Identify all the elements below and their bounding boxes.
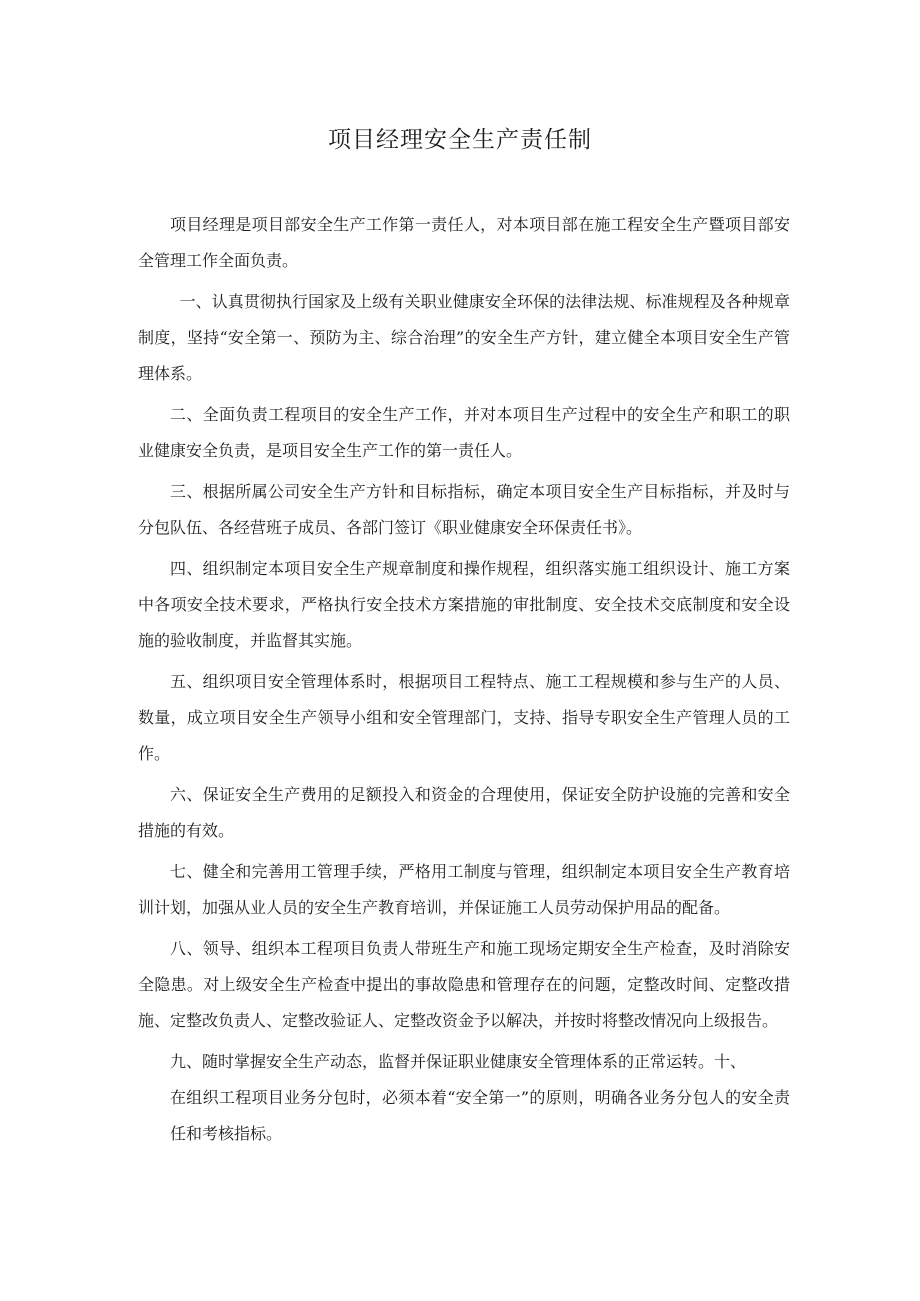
clause-2: 二、全面负责工程项目的安全生产工作，并对本项目生产过程中的安全生产和职工的职业健康安全负责，是项目安全生产工作的第一责任人。: [138, 405, 790, 460]
clause-9: [138, 1044, 790, 1152]
clause-1: 一、认真贯彻执行国家及上级有关职业健康安全环保的法律法规、标准规程及各种规章制度，坚持“安全第一、预防为主、综合治理”的安全生产方针，建立健全本项目安全生产管理体系。: [138, 292, 790, 383]
clause-4: 四、组织制定本项目安全生产规章制度和操作规程，组织落实施工组织设计、施工方案中各项安全技术要求，严格执行安全技术方案措施的审批制度、安全技术交底制度和安全设施的验收制度，并监督其实施。: [138, 559, 790, 650]
page-title: 项目经理安全生产责任制: [328, 127, 592, 153]
clause-7: 七、健全和完善用工管理手续，严格用工制度与管理，组织制定本项目安全生产教育培训计划，加强从业人员的安全生产教育培训，并保证施工人员劳动保护用品的配备。: [138, 862, 790, 917]
clause-10-text: 在组织工程项目业务分包时，必须本着“安全第一”的原则，明确各业务分包人的安全责任和考核指标。: [170, 1088, 790, 1143]
intro-paragraph: 项目经理是项目部安全生产工作第一责任人，对本项目部在施工程安全生产暨项目部安全管理工作全面负责。: [138, 215, 790, 270]
clause-5: 五、组织项目安全管理体系时，根据项目工程特点、施工工程规模和参与生产的人员、数量，成立项目安全生产领导小组和安全管理部门，支持、指导专职安全生产管理人员的工作。: [138, 672, 790, 763]
clause-9-text: 九、随时掌握安全生产动态，监督并保证职业健康安全管理体系的正常运转。十、: [170, 1052, 747, 1071]
clause-6: 六、保证安全生产费用的足额投入和资金的合理使用，保证安全防护设施的完善和安全措施的有效。: [138, 785, 790, 840]
clause-8: 八、领导、组织本工程项目负责人带班生产和施工现场定期安全生产检查，及时消除安全隐患。对上级安全生产检查中提出的事故隐患和管理存在的问题，定整改时间、定整改措施、定整改负责人、定整改验证人、定整改资金予以解决，并按时将整改情况向上级报告。: [138, 939, 790, 1030]
document-body: [138, 207, 790, 1157]
clause-3: 三、根据所属公司安全生产方针和目标指标，确定本项目安全生产目标指标，并及时与分包队伍、各经营班子成员、各部门签订《职业健康安全环保责任书》。: [138, 482, 790, 537]
